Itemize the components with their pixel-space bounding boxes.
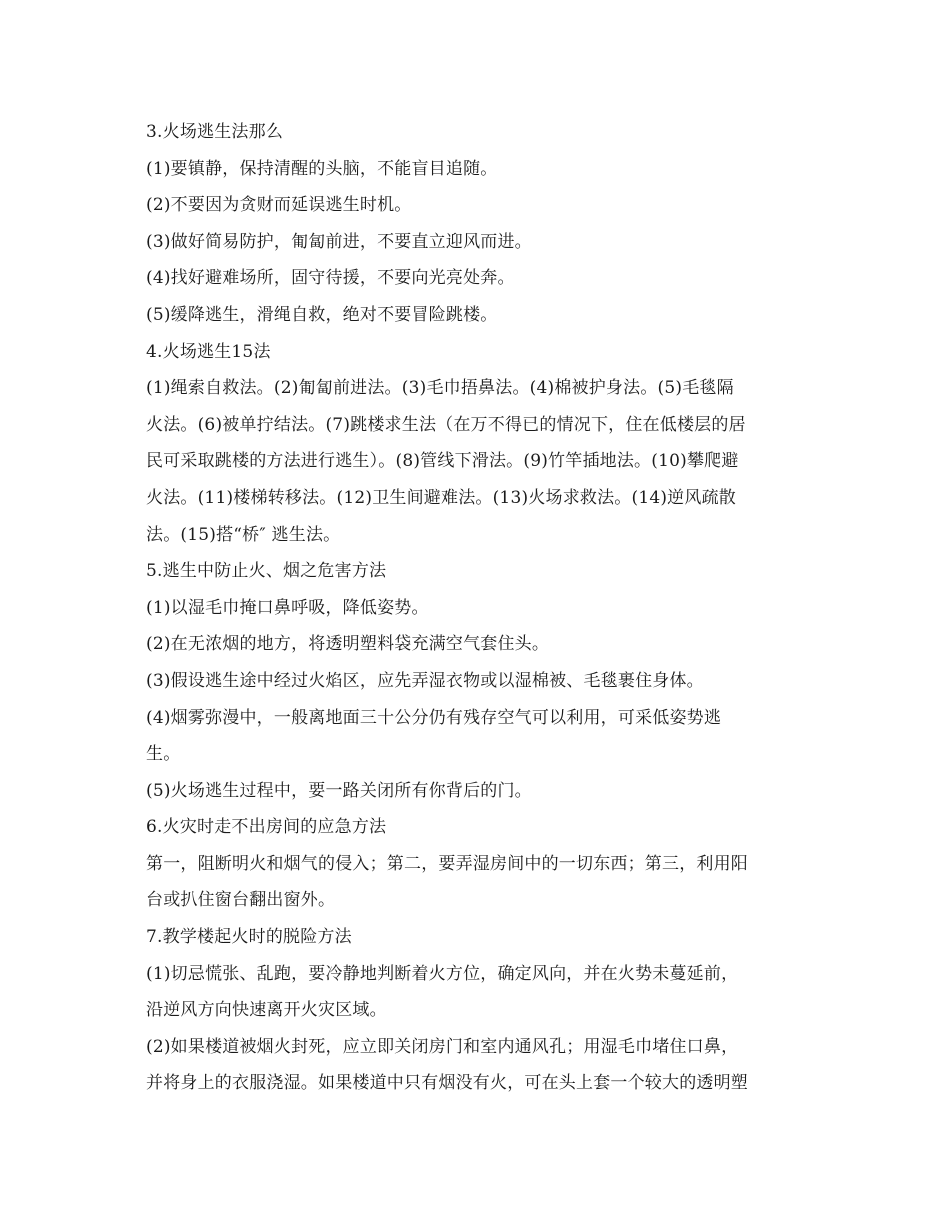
text-line: (1)绳索自救法。(2)匍匐前进法。(3)毛巾捂鼻法。(4)棉被护身法。(5)毛毯隔 <box>146 378 734 399</box>
text-line: 生。 <box>146 744 181 765</box>
section-heading-4: 4.火场逃生15法 <box>146 341 271 362</box>
text-line: (3)假设逃生途中经过火焰区，应先弄湿衣物或以湿棉被、毛毯裹住身体。 <box>146 670 704 691</box>
section-heading-5: 5.逃生中防止火、烟之危害方法 <box>146 561 387 582</box>
text-line: 沿逆风方向快速离开火灾区域。 <box>146 1000 387 1021</box>
text-line: (2)不要因为贪财而延误逃生时机。 <box>146 195 412 216</box>
text-line: 法。(15)搭“桥″ 逃生法。 <box>146 524 341 545</box>
text-line: 并将身上的衣服浇湿。如果楼道中只有烟没有火，可在头上套一个较大的透明塑 <box>146 1073 748 1094</box>
text-line: (1)以湿毛巾掩口鼻呼吸，降低姿势。 <box>146 597 429 618</box>
text-line: (1)要镇静，保持清醒的头脑，不能盲目追随。 <box>146 158 498 179</box>
section-heading-6: 6.火灾时走不出房间的应急方法 <box>146 817 387 838</box>
text-line: (2)如果楼道被烟火封死，应立即关闭房门和室内通风孔；用湿毛巾堵住口鼻， <box>146 1036 739 1057</box>
text-line: (3)做好简易防护，匍匐前进，不要直立迎风而进。 <box>146 231 532 252</box>
text-line: (1)切忌慌张、乱跑，要冷静地判断着火方位，确定风向，并在火势未蔓延前， <box>146 963 739 984</box>
document-body <box>146 114 806 1102</box>
section-heading-7: 7.教学楼起火时的脱险方法 <box>146 927 352 948</box>
text-line: 火法。(11)楼梯转移法。(12)卫生间避难法。(13)火场求救法。(14)逆风疏散 <box>146 487 736 508</box>
text-line: (4)找好避难场所，固守待援，不要向光亮处奔。 <box>146 268 515 289</box>
text-line: (4)烟雾弥漫中，一般离地面三十公分仍有残存空气可以利用，可采低姿势逃 <box>146 707 722 728</box>
text-line: 台或扒住窗台翻出窗外。 <box>146 890 336 911</box>
text-line: (2)在无浓烟的地方，将透明塑料袋充满空气套住头。 <box>146 634 550 655</box>
text-line: 民可采取跳楼的方法进行逃生）。(8)管线下滑法。(9)竹竿插地法。(10)攀爬避 <box>146 451 739 472</box>
text-line: 第一，阻断明火和烟气的侵入；第二，要弄湿房间中的一切东西；第三，利用阳 <box>146 853 748 874</box>
text-line: (5)火场逃生过程中，要一路关闭所有你背后的门。 <box>146 780 532 801</box>
text-line: 火法。(6)被单拧结法。(7)跳楼求生法（在万不得已的情况下，住在低楼层的居 <box>146 414 746 435</box>
section-heading-3: 3.火场逃生法那么 <box>146 122 284 142</box>
text-line: (5)缓降逃生，滑绳自救，绝对不要冒险跳楼。 <box>146 304 498 325</box>
